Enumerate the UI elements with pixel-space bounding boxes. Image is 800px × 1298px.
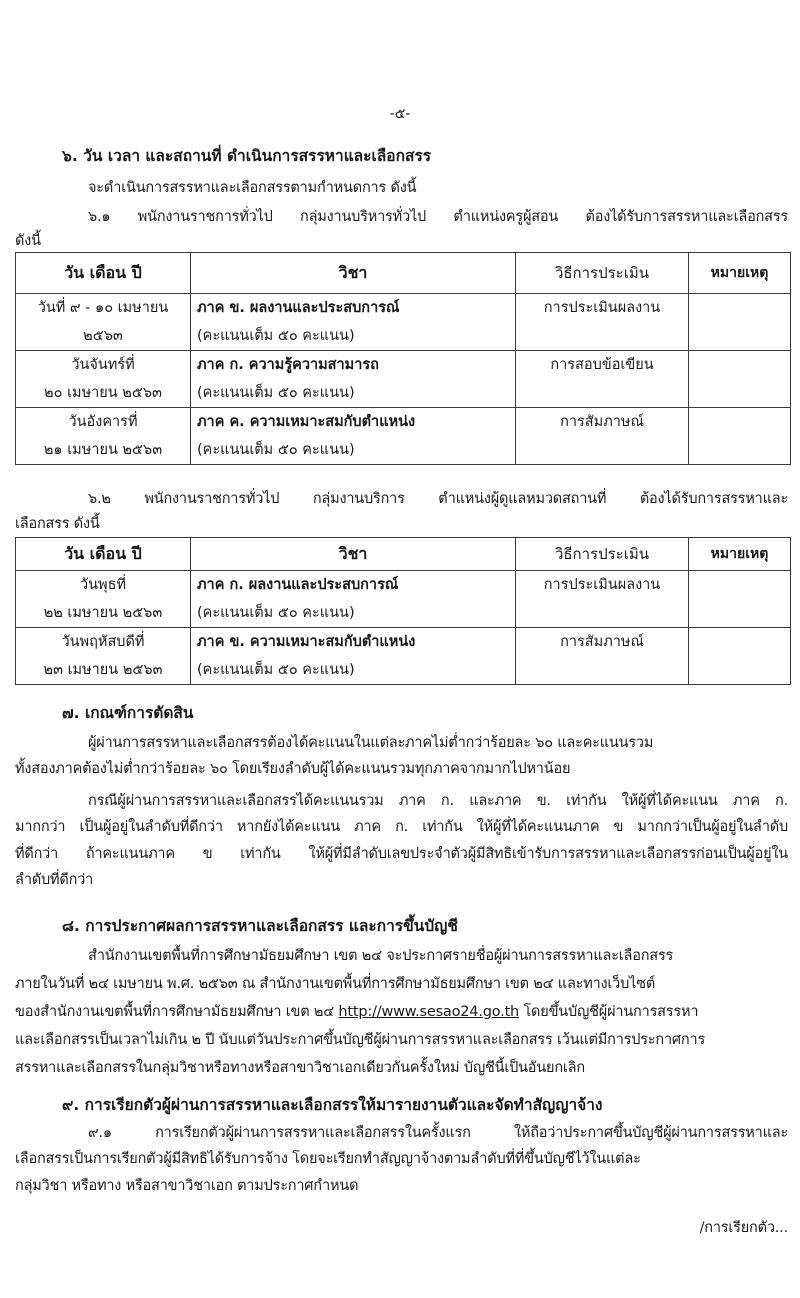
- section-7-heading: ๗. เกณฑ์การตัดสิน: [62, 704, 194, 722]
- section-8-line2: ภายในวันที่ ๒๔ เมษายน พ.ศ. ๒๕๖๓ ณ สำนักงานเขตพื้นที่การศึกษามัธยมศึกษา เขต ๒๔ และทางเว็บไซต์: [15, 976, 656, 992]
- section-8-line1: สำนักงานเขตพื้นที่การศึกษามัธยมศึกษา เขต ๒๔ จะประกาศรายชื่อผู้ผ่านการสรรหาและเลือกสรร: [88, 948, 674, 964]
- subject-score: (คะแนนเต็ม ๕๐ คะแนน): [197, 385, 355, 401]
- cell-subject: [191, 571, 516, 628]
- date-line1: วันอังคารที่: [68, 414, 138, 430]
- header-date: วัน เดือน ปี: [16, 538, 191, 571]
- section-9-heading: ๙. การเรียกตัวผู้ผ่านการสรรหาและเลือกสรรให้มารายงานตัวและจัดทำสัญญาจ้าง: [62, 1096, 603, 1114]
- table-row: [16, 351, 791, 408]
- date-line1: วันที่ ๙ - ๑๐ เมษายน: [37, 300, 169, 316]
- section-6-1-line2: ดังนี้: [15, 233, 41, 249]
- section-8-line3: [15, 1000, 698, 1023]
- cell-method: การประเมินผลงาน: [516, 571, 689, 628]
- section-7-para2-line1: กรณีผู้ผ่านการสรรหาและเลือกสรรได้คะแนนรวม ภาค ก. และภาค ข. เท่ากัน ให้ผู้ที่ได้คะแนน ภาค ก.: [88, 793, 788, 809]
- header-note: หมายเหตุ: [689, 538, 791, 571]
- header-date: วัน เดือน ปี: [16, 253, 191, 294]
- section-6-1-line1: ๖.๑ พนักงานราชการทั่วไป กลุ่มงานบริหารทั่วไป ตำแหน่งครูผู้สอน ต้องได้รับการสรรหาและเลือกสรร: [88, 209, 788, 225]
- date-line2: ๒๒ เมษายน ๒๕๖๓: [43, 605, 163, 621]
- section-8-line3-after: โดยขึ้นบัญชีผู้ผ่านการสรรหา: [519, 1004, 699, 1020]
- website-link[interactable]: http://www.sesao24.go.th: [338, 1004, 520, 1020]
- section-9-1-line3: กลุ่มวิชา หรือทาง หรือสาขาวิชาเอก ตามประกาศกำหนด: [15, 1178, 359, 1194]
- subject-title: ภาค ก. ผลงานและประสบการณ์: [197, 577, 399, 593]
- table-row: [16, 294, 791, 351]
- cell-method: การสอบข้อเขียน: [516, 351, 689, 408]
- schedule-table-facility: [15, 537, 791, 685]
- table-header-row: [16, 538, 791, 571]
- section-7-para1-line2: ทั้งสองภาคต้องไม่ต่ำกว่าร้อยละ ๖๐ โดยเรียงลำดับผู้ได้คะแนนรวมทุกภาคจากมากไปหาน้อย: [15, 761, 571, 777]
- date-line2: ๒๓ เมษายน ๒๕๖๓: [43, 662, 163, 678]
- date-line1: วันจันทร์ที่: [71, 357, 135, 373]
- table-row: [16, 571, 791, 628]
- section-8-line3-before: ของสำนักงานเขตพื้นที่การศึกษามัธยมศึกษา เขต ๒๔: [15, 1004, 339, 1020]
- section-9-1-line2: เลือกสรรเป็นการเรียกตัวผู้มีสิทธิได้รับการจ้าง โดยจะเรียกทำสัญญาจ้างตามลำดับที่ที่ขึ้นบัญชีไว้ในแต่ละ: [15, 1151, 641, 1167]
- subject-score: (คะแนนเต็ม ๕๐ คะแนน): [197, 605, 355, 621]
- section-6-2-line2: เลือกสรร ดังนี้: [15, 516, 100, 532]
- cell-method: การสัมภาษณ์: [516, 628, 689, 685]
- header-subject: วิชา: [191, 253, 516, 294]
- subject-title: ภาค ก. ความรู้ความสามารถ: [197, 357, 379, 373]
- section-6-2-line1: ๖.๒ พนักงานราชการทั่วไป กลุ่มงานบริการ ตำแหน่งผู้ดูแลหมวดสถานที่ ต้องได้รับการสรรหาและ: [88, 491, 788, 507]
- cell-note: [689, 628, 791, 685]
- section-6-intro: จะดำเนินการสรรหาและเลือกสรรตามกำหนดการ ดังนี้: [88, 180, 417, 196]
- table-header-row: [16, 253, 791, 294]
- date-line1: วันพฤหัสบดีที่: [61, 634, 145, 650]
- date-line2: ๒๑ เมษายน ๒๕๖๓: [43, 442, 163, 458]
- cell-method: การสัมภาษณ์: [516, 408, 689, 465]
- cell-date: [16, 408, 191, 465]
- section-8-line5: สรรหาและเลือกสรรในกลุ่มวิชาหรือทางหรือสาขาวิชาเอกเดียวกันครั้งใหม่ บัญชีนี้เป็นอันยกเลิก: [15, 1060, 585, 1076]
- header-method: วิธีการประเมิน: [516, 538, 689, 571]
- subject-title: ภาค ข. ความเหมาะสมกับตำแหน่ง: [197, 634, 416, 650]
- subject-score: (คะแนนเต็ม ๕๐ คะแนน): [197, 442, 355, 458]
- date-line1: วันพุธที่: [79, 577, 127, 593]
- section-7-para2-line3: ที่ดีกว่า ถ้าคะแนนภาค ข เท่ากัน ให้ผู้ที่มีลำดับเลขประจำตัวผู้มีสิทธิเข้ารับการสรรหาและเลือกสรรก่อนเป็นผู้อยู่ใน: [15, 846, 788, 862]
- date-line2: ๒๐ เมษายน ๒๕๖๓: [44, 385, 162, 401]
- date-line2: ๒๕๖๓: [83, 328, 123, 344]
- cell-date: [16, 571, 191, 628]
- cell-note: [689, 571, 791, 628]
- subject-title: ภาค ค. ความเหมาะสมกับตำแหน่ง: [197, 414, 416, 430]
- section-9-1-line1: ๙.๑ การเรียกตัวผู้ผ่านการสรรหาและเลือกสรรในครั้งแรก ให้ถือว่าประกาศขึ้นบัญชีผู้ผ่านการสรรหาและ: [88, 1125, 788, 1141]
- section-6-heading: ๖. วัน เวลา และสถานที่ ดำเนินการสรรหาและเลือกสรร: [62, 147, 432, 165]
- header-method: วิธีการประเมิน: [516, 253, 689, 294]
- section-7-para2-line4: ลำดับที่ดีกว่า: [15, 872, 94, 888]
- cell-subject: [191, 294, 516, 351]
- subject-score: (คะแนนเต็ม ๕๐ คะแนน): [197, 328, 355, 344]
- section-8-line4: และเลือกสรรเป็นเวลาไม่เกิน ๒ ปี นับแต่วันประกาศขึ้นบัญชีผู้ผ่านการสรรหาและเลือกสรร เว้นแต่มีการประกาศการ: [15, 1032, 706, 1048]
- section-8-heading: ๘. การประกาศผลการสรรหาและเลือกสรร และการขึ้นบัญชี: [62, 917, 458, 935]
- header-note: หมายเหตุ: [689, 253, 791, 294]
- cell-date: [16, 628, 191, 685]
- cell-subject: [191, 628, 516, 685]
- section-7-para2-line2: มากกว่า เป็นผู้อยู่ในลำดับที่ดีกว่า หากยังได้คะแนน ภาค ก. เท่ากัน ให้ผู้ที่ได้คะแนนภาค ข มากกว่าเป็นผู้อยู่ในลำดับ: [15, 819, 788, 835]
- cell-date: [16, 294, 191, 351]
- cell-method: การประเมินผลงาน: [516, 294, 689, 351]
- cell-date: [16, 351, 191, 408]
- continuation-note: /การเรียกตัว...: [699, 1220, 788, 1236]
- cell-note: [689, 351, 791, 408]
- cell-note: [689, 294, 791, 351]
- page-number: -๕-: [389, 106, 411, 122]
- cell-subject: [191, 408, 516, 465]
- table-row: [16, 408, 791, 465]
- section-7-para1-line1: ผู้ผ่านการสรรหาและเลือกสรรต้องได้คะแนนในแต่ละภาคไม่ต่ำกว่าร้อยละ ๖๐ และคะแนนรวม: [88, 735, 654, 751]
- schedule-table-teacher: [15, 252, 791, 465]
- cell-subject: [191, 351, 516, 408]
- subject-score: (คะแนนเต็ม ๕๐ คะแนน): [197, 662, 355, 678]
- table-row: [16, 628, 791, 685]
- cell-note: [689, 408, 791, 465]
- header-subject: วิชา: [191, 538, 516, 571]
- subject-title: ภาค ข. ผลงานและประสบการณ์: [197, 300, 400, 316]
